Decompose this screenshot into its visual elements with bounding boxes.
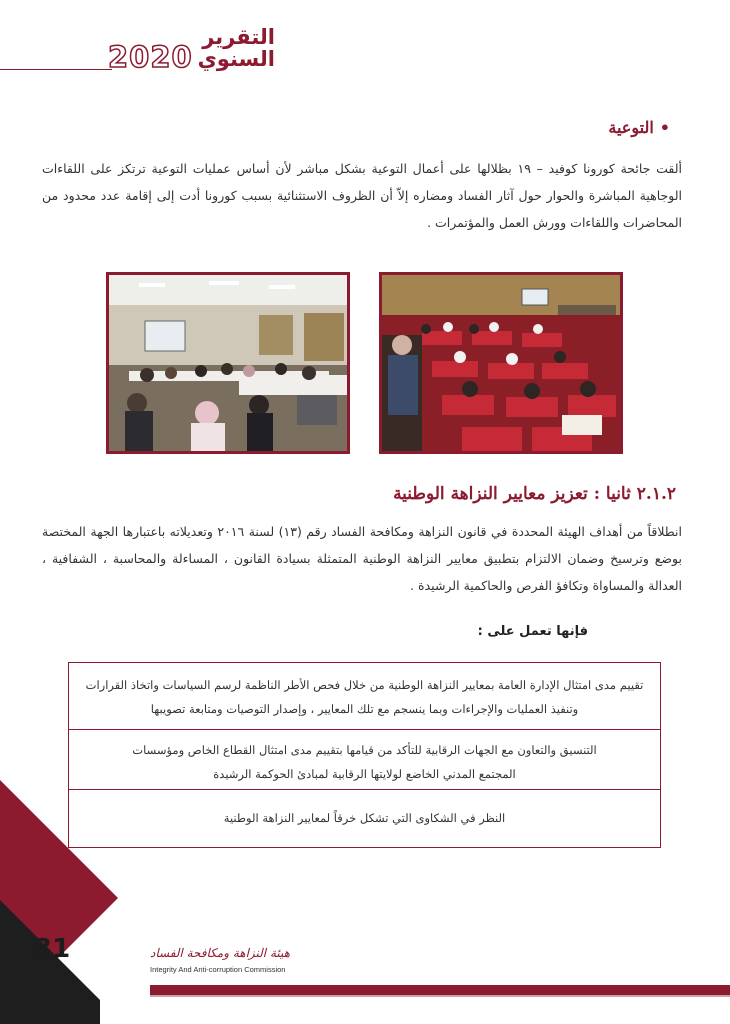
header-rule <box>0 69 112 70</box>
header-title <box>193 26 275 70</box>
task-line: التنسيق والتعاون مع الجهات الرقابية للتأكد من قيامها بتقييم مدى امتثال القطاع الخاص ومؤسسات <box>132 743 597 757</box>
conference-photo-image <box>382 275 620 451</box>
header-title-line1: التقرير <box>202 25 275 49</box>
task-box <box>68 662 661 730</box>
corner-decoration <box>0 780 160 1024</box>
footer-org-english: Integrity And Anti-corruption Commission <box>150 965 286 974</box>
task-line: المجتمع المدني الخاضع لولايتها الرقابية لمبادئ الحوكمة الرشيدة <box>213 767 516 781</box>
task-line: تقييم مدى امتثال الإدارة العامة بمعايير النزاهة الوطنية من خلال فحص الأطر الناظمة لرسم السياسات واتخاذ القرارات <box>85 678 644 692</box>
workshop-photo-image <box>109 275 347 451</box>
awareness-paragraph: ألقت جائحة كورونا كوفيد – ١٩ بظلالها على أعمال التوعية بشكل مباشر لأن أساس عمليات التوعية ترتكز على اللقاءات الوجاهية المباشرة والحوار حول آثار الفساد ومضاره إلاّ أن الظروف الاستثنائية بسبب كورونا أدت إلى إقامة عدد محدود من المحاضرات واللقاءات وورش العمل والمؤتمرات . <box>42 161 682 230</box>
workshop-photo <box>106 272 350 454</box>
awareness-heading <box>608 118 670 137</box>
tasks-lead: فإنها تعمل على : <box>477 624 588 639</box>
bullet-icon: • <box>659 118 670 137</box>
integrity-paragraph: انطلاقاً من أهداف الهيئة المحددة في قانون النزاهة ومكافحة الفساد رقم (١٣) لسنة ٢٠١٦ وتعديلاته باعتبارها الجهة المختصة بوضع وترسيخ وضمان الالتزام بتطبيق معايير النزاهة الوطنية المتمثلة بسيادة القانون ، المساءلة والمحاسبة ، الشفافية ، العدالة والمساواة وتكافؤ الفرص والحاكمية الرشيدة . <box>42 524 682 593</box>
footer-org-arabic: هيئة النزاهة ومكافحة الفساد <box>150 946 290 960</box>
page-number: 31 <box>34 934 71 964</box>
task-line: النظر في الشكاوى التي تشكل خرقاً لمعايير النزاهة الوطنية <box>223 811 506 825</box>
task-line: وتنفيذ العمليات والإجراءات وبما ينسجم مع تلك المعايير ، وإصدار التوصيات ومتابعة تصويبها <box>150 702 579 716</box>
header-year: 2020 <box>108 40 193 74</box>
header-title-line2: السنوي <box>197 47 275 71</box>
awareness-heading-text: التوعية <box>608 118 654 137</box>
integrity-heading: ٢.١.٢ ثانيا : تعزيز معايير النزاهة الوطنية <box>393 484 676 504</box>
footer-bar <box>150 985 730 995</box>
conference-photo <box>379 272 623 454</box>
